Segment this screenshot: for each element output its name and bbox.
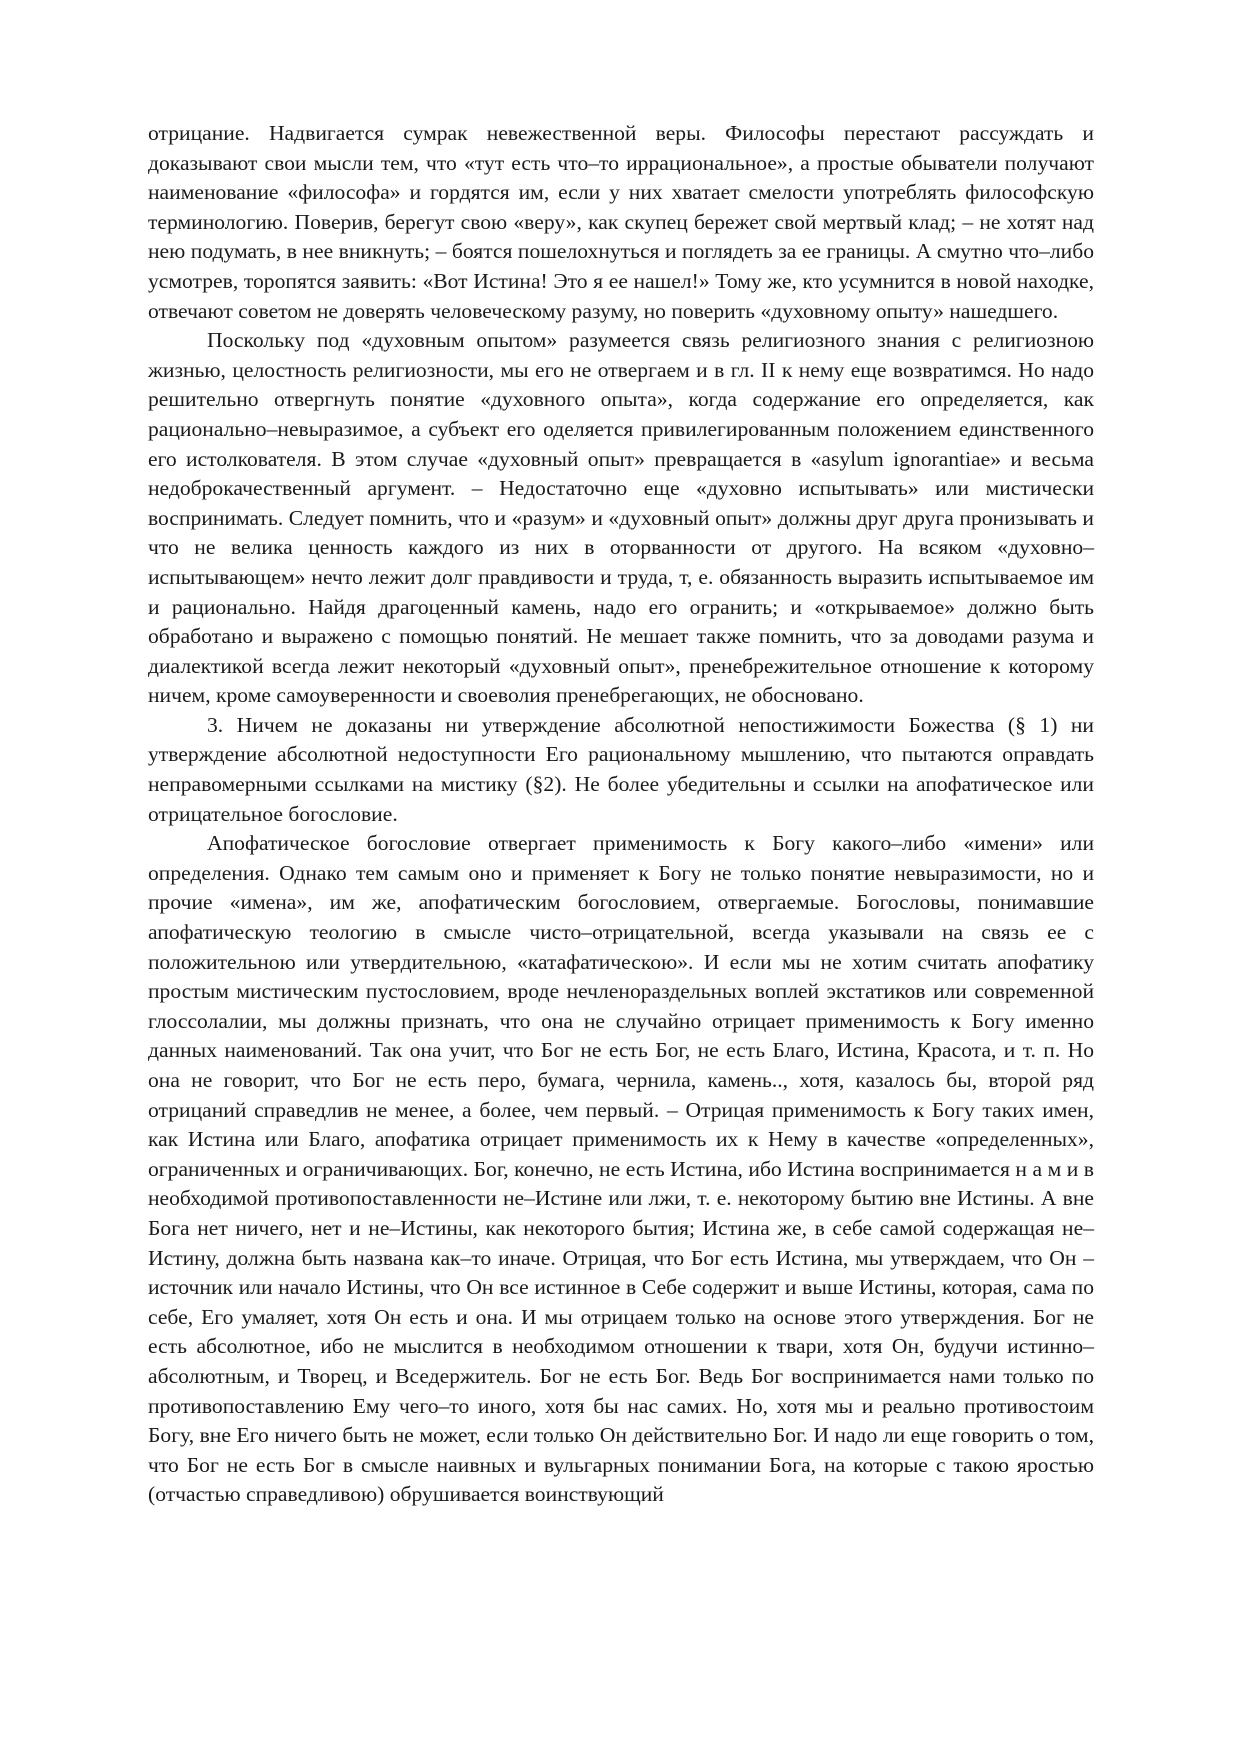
body-text [148, 119, 1094, 1510]
paragraph-spiritual-experience: Поскольку под «духовным опытом» разумеется связь религиозного знания с религиозною жизнью, целостность религиозности, мы его не отвергаем и в гл. II к нему еще возвратимся. Но надо решительно отвергнуть понятие «духовного опыта», когда содержание его определяется, как рационально–невыразимое, а субъект его оделяется привилегированным положением единственного его истолкователя. В этом случае «духовный опыт» превращается в «asylum ignorantiae» и весьма недоброкачественный аргумент. – Недостаточно еще «духовно испытывать» или мистически воспринимать. Следует помнить, что и «разум» и «духовный опыт» должны друг друга пронизывать и что не велика ценность каждого из них в оторванности от другого. На всяком «духовно–испытывающем» нечто лежит долг правдивости и труда, т, е. обязанность выразить испытываемое им и рационально. Найдя драгоценный камень, надо его огранить; и «открываемое» должно быть обработано и выражено с помощью понятий. Не мешает также помнить, что за доводами разума и диалектикой всегда лежит некоторый «духовный опыт», пренебрежительное отношение к которому ничем, кроме самоуверенности и своеволия пренебрегающих, не обосновано. [148, 328, 1094, 708]
paragraph-apophatic-theology: Апофатическое богословие отвергает применимость к Богу какого–либо «имени» или определения. Однако тем самым оно и применяет к Богу не только понятие невыразимости, но и прочие «имена», им же, апофатическим богословием, отвергаемые. Богословы, понимавшие апофатическую теологию в смысле чисто–отрицательной, всегда указывали на связь ее с положительною или утвердительною, «катафатическою». И если мы не хотим считать апофатику простым мистическим пустословием, вроде нечленораздельных воплей экстатиков или современной глоссолалии, мы должны признать, что она не случайно отрицает применимость к Богу именно данных наименований. Так она учит, что Бог не есть Бог, не есть Благо, Истина, Красота, и т. п. Но она не говорит, что Бог не есть перо, бумага, чернила, камень.., хотя, казалось бы, второй ряд отрицаний справедлив не менее, а более, чем первый. – Отрицая применимость к Богу таких имен, как Истина или Благо, апофатика отрицает применимость их к Нему в качестве «определенных», ограниченных и ограничивающих. Бог, конечно, не есть Истина, ибо Истина воспринимается н а м и в необходимой противопоставленности не–Истине или лжи, т. е. некоторому бытию вне Истины. А вне Бога нет ничего, нет и не–Истины, как некоторого бытия; Истина же, в себе самой содержащая не–Истину, должна быть названа как–то иначе. Отрицая, что Бог есть Истина, мы утверждаем, что Он – источник или начало Истины, что Он все истинное в Себе содержит и выше Истины, которая, сама по себе, Его умаляет, хотя Он есть и она. И мы отрицаем только на основе этого утверждения. Бог не есть абсолютное, ибо не мыслится в необходимом отношении к твари, хотя Он, будучи истинно–абсолютным, и Творец, и Вседержитель. Бог не есть Бог. Ведь Бог воспринимается нами только по противопоставлению Ему чего–то иного, хотя бы нас самих. Но, хотя мы и реально противостоим Богу, вне Его ничего быть не может, если только Он действительно Бог. И надо ли еще говорить о том, что Бог не есть Бог в смысле наивных и вульгарных понимании Бога, на которые с такою яростью (отчастью справедливою) обрушивается воинствующий [148, 831, 1094, 1507]
paragraph-section-3: 3. Ничем не доказаны ни утверждение абсолютной непостижимости Божества (§ 1) ни утверждение абсолютной недоступности Его рациональному мышлению, что пытаются оправдать неправомерными ссылками на мистику (§2). Не более убедительны и ссылки на апофатическое или отрицательное богословие. [148, 712, 1094, 826]
paragraph-continued: отрицание. Надвигается сумрак невежественной веры. Философы перестают рассуждать и доказывают свои мысли тем, что «тут есть что–то иррациональное», а простые обыватели получают наименование «философа» и гордятся им, если у них хватает смелости употреблять философскую терминологию. Поверив, берегут свою «веру», как скупец бережет свой мертвый клад; – не хотят над нею подумать, в нее вникнуть; – боятся пошелохнуться и поглядеть за ее границы. А смутно что–либо усмотрев, торопятся заявить: «Вот Истина! Это я ее нашел!» Тому же, кто усумнится в новой находке, отвечают советом не доверять человеческому разуму, но поверить «духовному опыту» нашедшего. [148, 121, 1094, 323]
